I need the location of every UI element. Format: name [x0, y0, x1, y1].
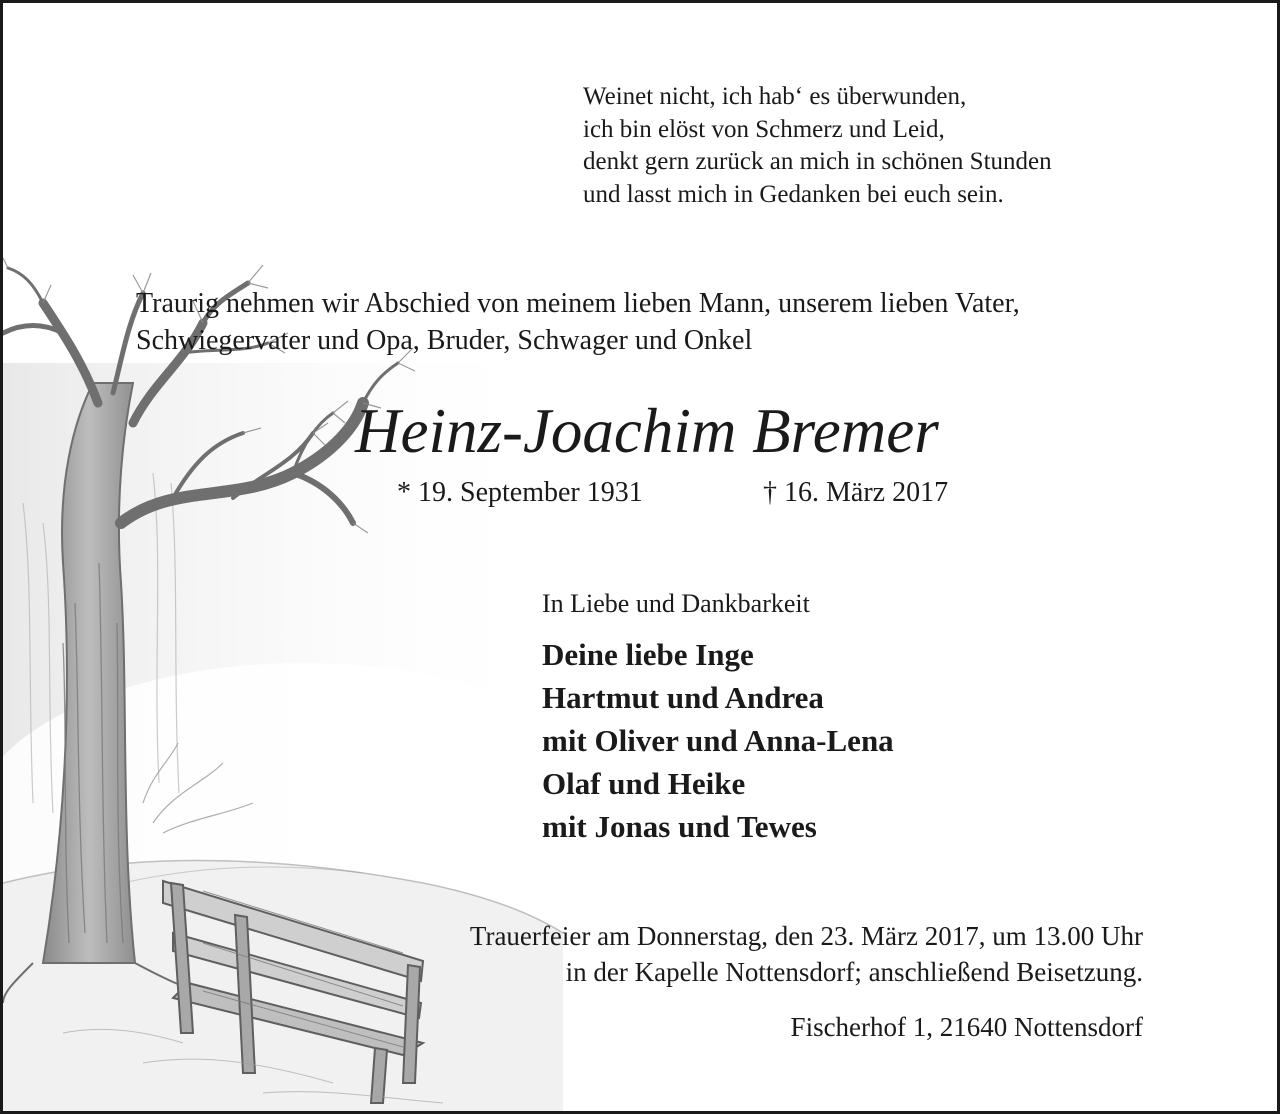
- mourner-entry: mit Jonas und Tewes: [542, 809, 817, 844]
- mourner-entry: Hartmut und Andrea: [542, 680, 824, 715]
- mourner-entry: mit Oliver und Anna-Lena: [542, 723, 894, 758]
- mourner-entry: Deine liebe Inge: [542, 637, 754, 672]
- intro-line: Schwiegervater und Opa, Bruder, Schwager und Onkel: [136, 325, 753, 356]
- poem-line: Weinet nicht, ich hab‘ es überwunden,: [583, 83, 967, 110]
- deceased-name: Heinz-Joachim Bremer: [355, 396, 939, 466]
- poem-line: ich bin elöst von Schmerz und Leid,: [583, 115, 945, 143]
- service-line: Trauerfeier am Donnerstag, den 23. März 2017, um 13.00 Uhr: [469, 921, 1143, 951]
- death-date: † 16. März 2017: [763, 477, 949, 508]
- poem-line: denkt gern zurück an mich in schönen Stunden: [583, 148, 1052, 175]
- family-address: Fischerhof 1, 21640 Nottensdorf: [790, 1012, 1143, 1042]
- poem-line: und lasst mich in Gedanken bei euch sein.: [583, 180, 1004, 208]
- birth-date: * 19. September 1931: [397, 477, 643, 508]
- poem-verse: [583, 81, 1052, 211]
- mourner-entry: Olaf und Heike: [542, 766, 746, 801]
- dedication-line: In Liebe und Dankbarkeit: [542, 589, 810, 618]
- mourners-list: [542, 633, 894, 848]
- intro-line: Traurig nehmen wir Abschied von meinem lieben Mann, unserem lieben Vater,: [136, 288, 1020, 319]
- service-line: in der Kapelle Nottensdorf; anschließend Beisetzung.: [565, 957, 1143, 987]
- farewell-intro: [136, 285, 1020, 359]
- funeral-service-info: [470, 918, 1143, 990]
